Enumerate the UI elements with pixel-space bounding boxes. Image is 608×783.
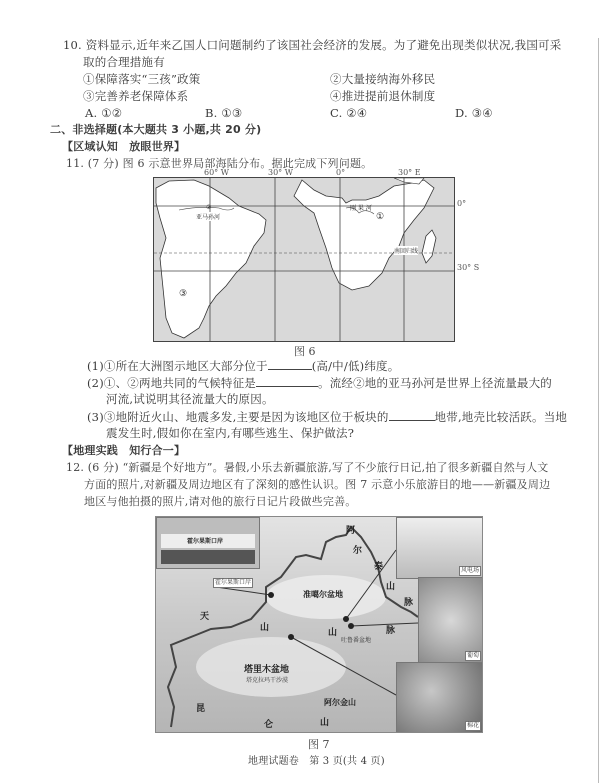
label-altai-4: 山: [386, 582, 396, 592]
q11-part3-line2: 震发生时,假如你在室内,有哪些逃生、保护做法?: [106, 426, 355, 440]
q10-stem-line2: 取的合理措施有: [83, 55, 165, 69]
label-tian-1: 天: [200, 612, 210, 622]
lat-label-0: 0°: [457, 199, 467, 208]
marker-2: ②: [206, 204, 212, 211]
figure-7-caption: 图 7: [308, 738, 330, 751]
q11-part3: [87, 409, 567, 425]
photo-caption-wind-farm: 风电场: [460, 567, 479, 574]
q11-part2-text: (2)①、②两地共同的气候特征是: [87, 376, 256, 390]
photo-wind-farm: [396, 517, 483, 579]
lon-label-60w: 60° W: [204, 168, 229, 177]
building-windows: [161, 550, 255, 564]
q11-part2-line2: 河流,试说明其径流量大的原因。: [106, 392, 274, 406]
figure-7-map: [155, 516, 483, 733]
photo-caption-cotton: 棉花: [466, 722, 479, 729]
q10-option-b[interactable]: B. ①③: [205, 106, 243, 120]
lat-label-30s: 30° S: [457, 263, 480, 272]
marker-3: ③: [179, 289, 188, 299]
label-altai-5: 脉: [404, 598, 414, 608]
subsection-region: 【区域认知 放眼世界】: [62, 140, 186, 153]
label-altai-3: 泰: [374, 562, 384, 572]
q12-line1: 12. (6 分) “新疆是个好地方”。暑假,小乐去新疆旅游,写了不少旅行日记,拍了很多新疆自然与人文: [66, 461, 549, 474]
q10-option-c[interactable]: C. ②④: [330, 106, 368, 120]
label-tian-3: 山: [328, 628, 338, 638]
world-map-svg: [154, 178, 454, 341]
q10-stem-line1: 10. 资料显示,近年来乙国人口问题制约了该国社会经济的发展。为了避免出现类似状况,我国可采: [63, 38, 562, 52]
q11-stem: 11. (7 分) 图 6 示意世界局部海陆分布。据此完成下列问题。: [66, 157, 373, 170]
q11-part2-suffix: 。流经②地的亚马孙河是世界上径流量最大的: [318, 376, 552, 390]
q11-part1-blank[interactable]: [268, 358, 312, 370]
q10-item-4: ④推进提前退休制度: [330, 89, 436, 103]
figure-6-caption: 图 6: [294, 345, 316, 358]
q10-item-1: ①保障落实“三孩”政策: [83, 72, 201, 86]
page-footer: 地理试题卷 第 3 页(共 4 页): [248, 756, 385, 767]
photo-grapes: [418, 577, 483, 664]
photo-caption-grapes: 葡萄: [466, 652, 479, 659]
label-tian-2: 山: [260, 623, 270, 633]
section-2-title: 二、非选择题(本大题共 3 小题,共 20 分): [50, 123, 262, 136]
marker-cotton: [288, 634, 294, 640]
q10-item-3: ③完善养老保障体系: [83, 89, 189, 103]
subsection-practice: 【地理实践 知行合一】: [62, 444, 186, 457]
q12-line3: 地区与他拍摄的照片,请对他的旅行日记片段做些完善。: [84, 495, 357, 508]
q10-option-a[interactable]: A. ①②: [85, 106, 123, 120]
q11-part1-text: (1)①所在大洲图示地区大部分位于: [87, 359, 268, 373]
label-congo-river: 刚 果 河: [350, 205, 372, 212]
q10-option-d[interactable]: D. ③④: [455, 106, 493, 120]
q11-part1-suffix: (高/中/低)纬度。: [311, 359, 400, 373]
label-tropic-of-capricorn: 南回归线: [394, 248, 419, 255]
label-junggar-basin: 准噶尔盆地: [303, 590, 343, 599]
q11-part3-blank[interactable]: [389, 409, 435, 421]
figure-6-map: [153, 177, 455, 342]
label-altai-2: 尔: [353, 546, 363, 556]
label-altun-mountains: 阿尔金山: [324, 698, 356, 707]
lon-label-30w: 30° W: [268, 168, 293, 177]
marker-turpan: [348, 623, 354, 629]
label-tarim-basin: 塔里木盆地: [244, 665, 290, 675]
q11-part1: [87, 358, 399, 374]
q12-line2: 方面的照片,对新疆及周边地区有了深刻的感性认识。图 7 示意小乐旅游目的地——新疆及周边: [84, 478, 551, 491]
label-kunlun-2: 仑: [264, 720, 274, 730]
marker-1: ①: [376, 212, 385, 222]
border-post-sign: 霍尔果斯口岸: [187, 538, 224, 545]
lon-label-0: 0°: [336, 168, 346, 177]
label-kunlun-3: 山: [320, 718, 330, 728]
photo-border-post: [156, 517, 260, 569]
label-amazon-river: 亚马孙河: [196, 214, 221, 221]
q10-item-2: ②大量接纳海外移民: [330, 72, 436, 86]
label-kunlun-1: 昆: [196, 704, 206, 714]
label-altai-1: 阿: [346, 526, 356, 536]
marker-wind-farm: [343, 616, 349, 622]
photo-cotton: [396, 662, 483, 733]
lon-label-30e: 30° E: [398, 168, 421, 177]
border-post-tag: 霍尔果斯口岸: [215, 579, 252, 586]
q11-part2-blank[interactable]: [256, 375, 318, 387]
q11-part2: [87, 375, 552, 391]
page-margin-rule: [598, 38, 599, 783]
label-turpan-basin: 吐鲁番盆地: [341, 637, 372, 644]
marker-border-post: [268, 592, 274, 598]
label-taklimakan-desert: 塔克拉玛干沙漠: [246, 677, 289, 684]
q11-part3-text: (3)③地附近火山、地震多发,主要是因为该地区位于板块的: [87, 410, 389, 424]
q11-part3-suffix: 地带,地壳比较活跃。当地: [434, 410, 568, 424]
label-tian-4: 脉: [386, 626, 396, 636]
